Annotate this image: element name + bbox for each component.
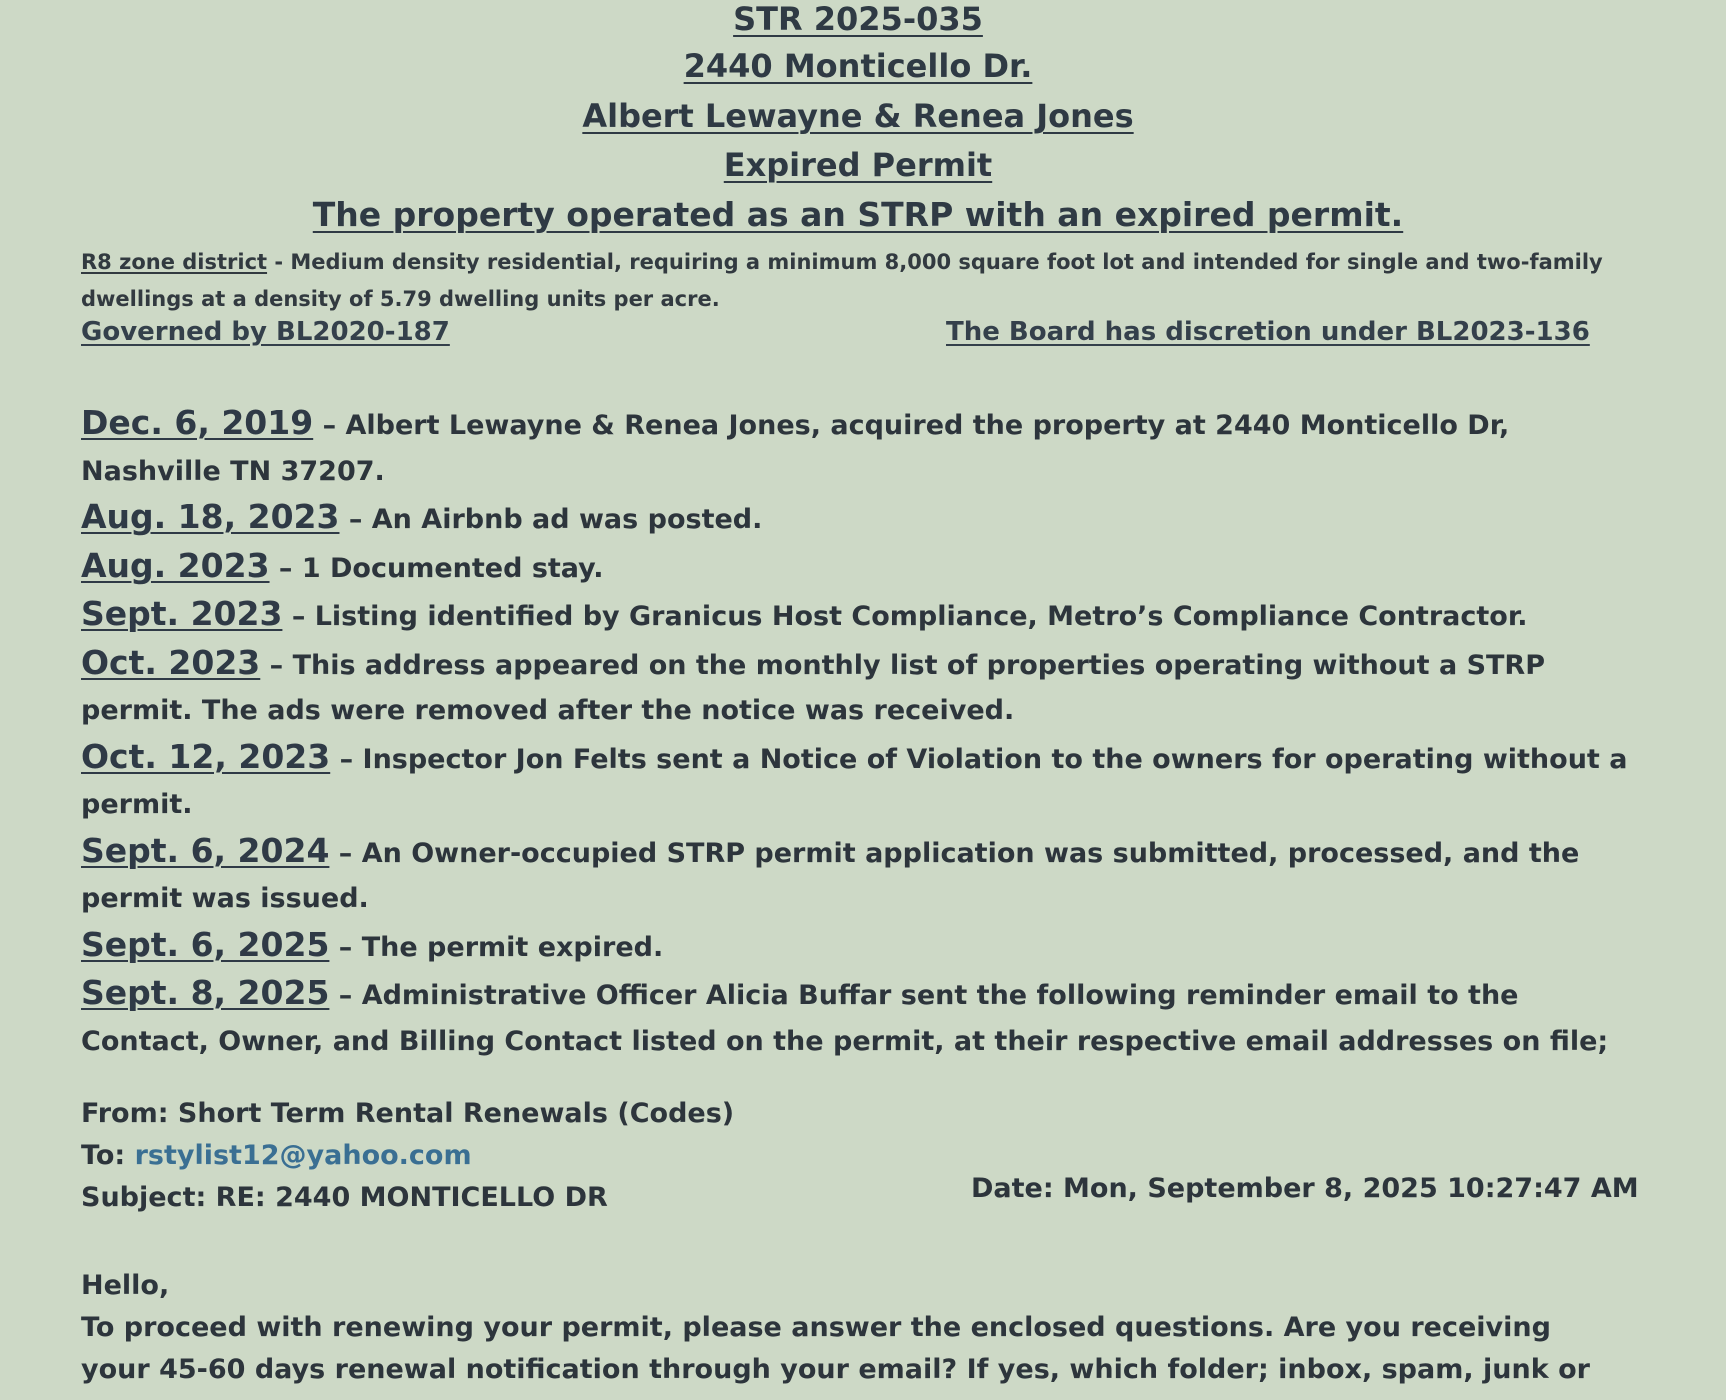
timeline-text: – Albert Lewayne & Renea Jones, acquired the property at 2440 Monticello Dr, Nashville TN 37207. (81, 410, 1510, 487)
timeline-entry (81, 922, 1651, 971)
timeline-date: Sept. 6, 2025 (81, 924, 330, 964)
timeline-entry (81, 543, 1651, 592)
timeline-date: Oct. 12, 2023 (81, 736, 331, 776)
timeline-date: Dec. 6, 2019 (81, 403, 314, 442)
timeline-text: – This address appeared on the monthly list of properties operating without a STRP permit. The ads were removed after the notice was received. (81, 649, 1546, 726)
case-type: Expired Permit (723, 146, 993, 184)
email-date: Date: Mon, September 8, 2025 10:27:47 AM (971, 1173, 1639, 1204)
email-subject: Subject: RE: 2440 MONTICELLO DR (81, 1182, 608, 1213)
zone-name: R8 zone district (81, 250, 268, 274)
timeline-text: – 1 Documented stay. (269, 552, 604, 584)
email-from: From: Short Term Rental Renewals (Codes) (81, 1098, 735, 1129)
email-to-address[interactable]: rstylist12@yahoo.com (134, 1140, 472, 1171)
timeline-entry (81, 734, 1651, 828)
timeline-date: Oct. 2023 (81, 642, 261, 682)
property-address: 2440 Monticello Dr. (683, 47, 1033, 85)
timeline-text: – Administrative Officer Alicia Buffar sent the following reminder email to the Contact, Owner, and Billing Contact listed on the permit, at their respective email addresses on file; (81, 980, 1609, 1057)
timeline-date: Aug. 2023 (81, 545, 270, 585)
timeline (81, 400, 1651, 1064)
zone-description-block (81, 244, 1641, 318)
case-summary: The property operated as an STRP with an expired permit. (312, 195, 1404, 234)
timeline-text: – The permit expired. (329, 931, 664, 963)
timeline-entry (81, 970, 1651, 1064)
timeline-text: – An Owner-occupied STRP permit application was submitted, processed, and the permit was issued. (81, 837, 1580, 914)
timeline-text: – Inspector Jon Felts sent a Notice of Violation to the owners for operating without a permit. (81, 743, 1628, 820)
owner-names: Albert Lewayne & Renea Jones (582, 97, 1134, 135)
timeline-entry (81, 640, 1651, 734)
timeline-entry (81, 494, 1651, 543)
zone-description: - Medium density residential, requiring a minimum 8,000 square foot lot and intended for single and two-family dwellings at a density of 5.79 dwelling units per acre. (81, 250, 1603, 311)
email-to-label: To: (81, 1140, 135, 1171)
board-discretion: The Board has discretion under BL2023-136 (946, 317, 1590, 347)
case-number: STR 2025-035 (733, 0, 983, 38)
email-to-line (81, 1135, 1651, 1177)
timeline-entry (81, 400, 1651, 494)
timeline-entry (81, 591, 1651, 640)
timeline-entry (81, 828, 1651, 922)
timeline-text: – An Airbnb ad was posted. (339, 504, 763, 535)
timeline-date: Sept. 8, 2025 (81, 973, 330, 1012)
timeline-date: Aug. 18, 2023 (81, 497, 340, 536)
timeline-text: – Listing identified by Granicus Host Compliance, Metro’s Compliance Contractor. (282, 601, 1528, 632)
timeline-date: Sept. 6, 2024 (81, 830, 330, 870)
governed-by: Governed by BL2020-187 (81, 317, 450, 347)
timeline-date: Sept. 2023 (81, 594, 283, 633)
email-body-text: To proceed with renewing your permit, please answer the enclosed questions. Are you receiving your 45-60 days renewal notification through your email? If yes, which folder; inbox, spam, junk or (81, 1312, 1590, 1385)
email-greeting: Hello, (81, 1270, 170, 1301)
email-body (81, 1265, 1621, 1391)
